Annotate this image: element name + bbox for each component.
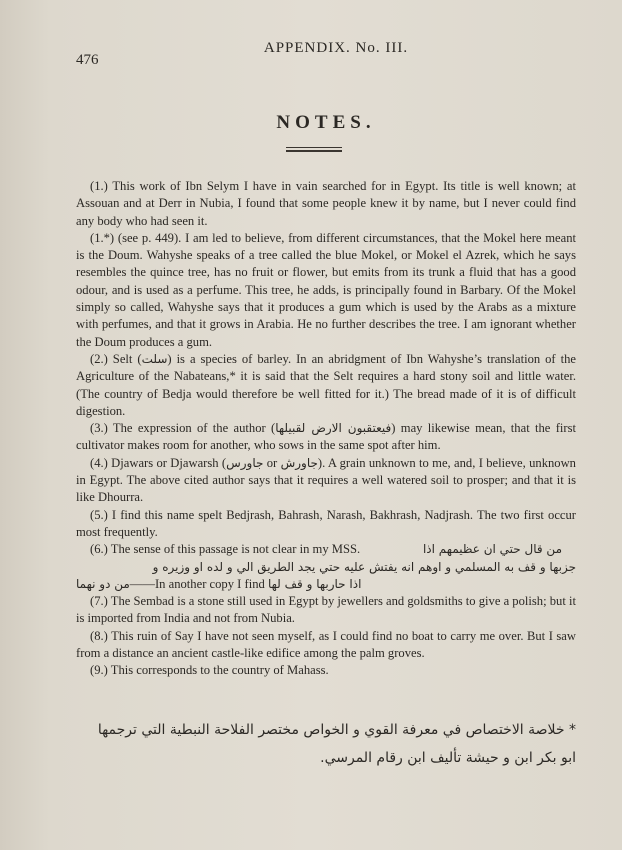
note-9: (9.) This corresponds to the country of Mahass. (90, 663, 329, 678)
arabic-quote: من قال حتي ان عظيمهم اذا (422, 542, 562, 557)
note-6: (6.) The sense of this passage is not clear in my MSS. من قال حتي ان عظيمهم اذا (76, 541, 576, 558)
note-2: (2.) Selt (سلت) is a species of barley. In an abridgment of Ibn Wahyshe’s translation of the Agriculture of the Nabateans,* it is said that the Selt requires a hard stony soil and little water. (The country of Bedja would therefore be well fitted for it.) The bread made of it is of difficult digestion. (76, 351, 576, 418)
note-3: (3.) The expression of the author (فيعتقبون الارض لقبيلها) may likewise mean, that the first cultivator makes room for another, who sows in the same spot after him. (76, 421, 576, 453)
running-head: APPENDIX. No. III. (263, 40, 409, 56)
note-6-arabic-line: جزبها و قف به المسلمي و اوهم انه يفتش عليه حتي يجد الطريق الي و لده او وزيره و (152, 559, 576, 574)
arabic-term: جاورس (226, 455, 264, 470)
page-header (76, 40, 576, 68)
note-1: (1.) This work of Ibn Selym I have in vain searched for in Egypt. Its title is well known; at Assouan and at Derr in Nubia, I found that some people knew it by name, but I never could find any body who had seen it. (76, 179, 576, 228)
arabic-footnote (76, 716, 576, 772)
footnote-line-2: ابو بكر ابن و حيشة تأليف ابن رقام المرسي. (320, 750, 576, 766)
note-8: (8.) This ruin of Say I have not seen myself, as I could find no boat to carry me over. But I saw from a distance an ancient castle-like edifice among the palm groves. (76, 628, 576, 661)
note-7: (7.) The Sembad is a stone still used in Egypt by jewellers and goldsmiths to give a polish; but it is imported from India and not from Nubia. (76, 594, 576, 626)
arabic-quote: اذا حاربها و قف لها (267, 576, 362, 591)
notes-body (76, 178, 576, 680)
arabic-term: جاورش (280, 455, 318, 470)
note-1-star: (1.*) (see p. 449). I am led to believe, from different circumstances, that the Mokel here meant is the Doum. Wahyshe speaks of a tree called the blue Mokel, or Mokel el Azrek, which he says resembles the quince tree, has no fruit or flower, but emits from its trunk a fluid that has a good odour, and is used as a perfume. This tree, he adds, is principally found in Barbary. Of the Mokel simply so called, Wahyshe says that it produces a gum which is used by the Arabs as a mixture with perfumes, and that it grows in Arabia. He no further describes the tree. I am ignorant whether the Doum produces a gum. (76, 230, 576, 349)
note-5: (5.) I find this name spelt Bedjrash, Bahrash, Narash, Bakhrash, Nadjrash. The two first occur most frequently. (76, 507, 576, 539)
arabic-term: فيعتقبون الارض لقبيلها (275, 421, 392, 436)
title-rule (286, 147, 342, 152)
arabic-quote: من دو نهما (76, 576, 130, 591)
arabic-term: سلت (141, 351, 168, 366)
page-title: NOTES. (276, 112, 376, 133)
page-number: 476 (76, 52, 99, 68)
note-6-line3: من دو نهما——In another copy I find اذا حاربها و قف لها (76, 576, 362, 591)
note-4: (4.) Djawars or Djawarsh (جاورس or جاورش). A grain unknown to me, and, I believe, unknown in Egypt. The above cited author says that it requires a well watered soil to prosper; and that it is like Dhourra. (76, 455, 576, 505)
footnote-line-1: * خلاصة الاختصاص في معرفة القوي و الخواص مختصر الفلاحة النبطية التي ترجمها (97, 722, 576, 738)
